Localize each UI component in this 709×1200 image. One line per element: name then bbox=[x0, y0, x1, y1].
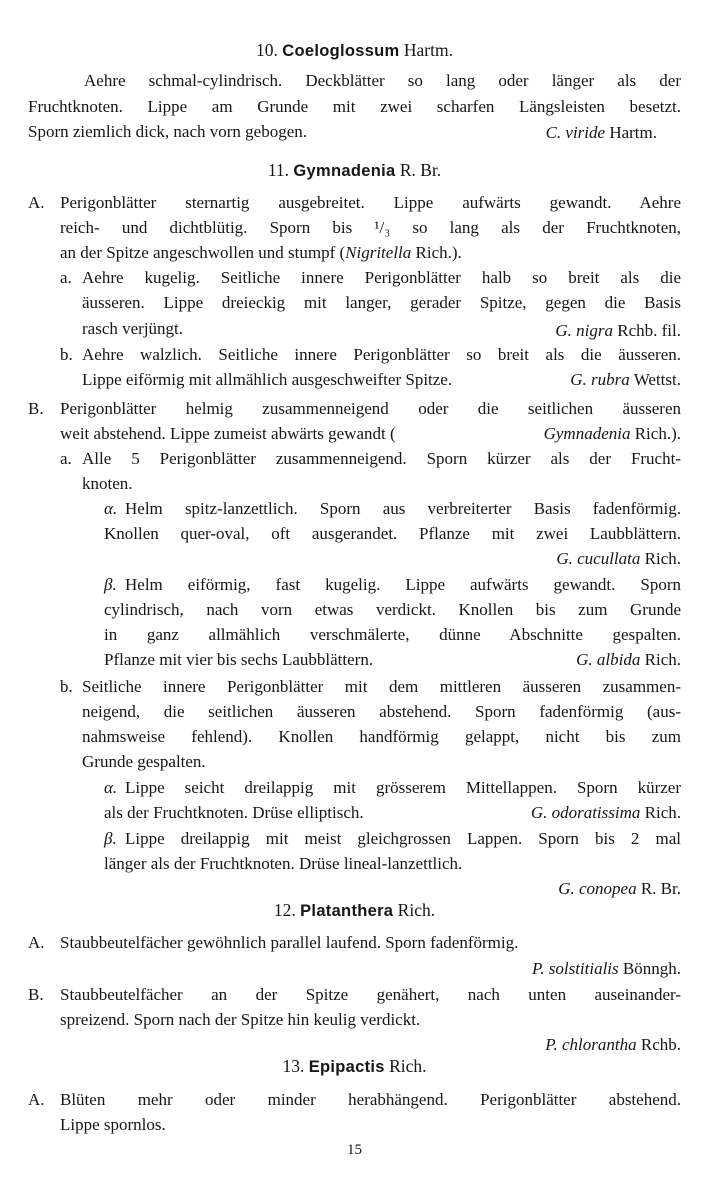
species-entry bbox=[532, 956, 681, 981]
text-line bbox=[60, 240, 462, 265]
section-heading-epipactis bbox=[0, 1054, 709, 1080]
text-line: Knollen quer-oval, oft ausgerandet. Pflanze mit zwei Laubblättern. bbox=[104, 524, 681, 543]
text-line: cylindrisch, nach vorn etwas verdickt. Knollen bis zum Grunde bbox=[104, 600, 681, 619]
species-name: P. solstitialis bbox=[532, 959, 619, 978]
key-label: a. bbox=[60, 449, 72, 468]
species-entry bbox=[570, 367, 681, 392]
species-name: G. nigra bbox=[555, 321, 613, 340]
text-line: Lippe spornlos. bbox=[60, 1115, 166, 1134]
text-line: länger als der Fruchtknoten. Drüse lineal-lanzettlich. bbox=[104, 854, 463, 873]
text-line: in ganz allmählich verschmälerte, dünne Abschnitte gespalten. bbox=[104, 625, 681, 644]
text-line: Helm spitz-lanzettlich. Sporn aus verbreiterter Basis fadenförmig. bbox=[125, 499, 681, 518]
species-author: Bönngh. bbox=[622, 959, 681, 978]
text-line: Perigonblätter sternartig ausgebreitet. Lippe aufwärts gewandt. Aehre bbox=[60, 193, 681, 212]
species-name: G. odoratissima bbox=[530, 803, 641, 822]
species-name: G. albida bbox=[576, 650, 641, 669]
taxon-name: Gymnadenia bbox=[543, 424, 631, 443]
section-heading-platanthera bbox=[0, 898, 709, 924]
text-line: reich- und dichtblütig. Sporn bis ¹/₃ so lang als der Fruchtknoten, bbox=[60, 218, 681, 237]
page-number: 15 bbox=[347, 1142, 362, 1158]
key-label: B. bbox=[28, 399, 44, 418]
section-number: 11. bbox=[267, 160, 290, 180]
text-line: Lippe seicht dreilappig mit grösserem Mittellappen. Sporn kürzer bbox=[125, 778, 681, 797]
text-line-with-species bbox=[104, 800, 681, 825]
text-line bbox=[60, 421, 681, 446]
text-line: Seitliche innere Perigonblätter mit dem mittleren äusseren zusammen- bbox=[82, 677, 681, 696]
species-entry bbox=[576, 647, 681, 672]
text-line: Aehre walzlich. Seitliche innere Perigonblätter so breit als die äusseren. bbox=[82, 345, 681, 364]
text-line: als der Fruchtknoten. Drüse elliptisch. bbox=[104, 803, 364, 822]
genus-author: Rich. bbox=[397, 900, 436, 920]
species-author: Rich. bbox=[644, 650, 681, 669]
genus-author: Rich. bbox=[389, 1056, 427, 1076]
key-label: β. bbox=[104, 829, 117, 848]
genus-name: Gymnadenia bbox=[293, 162, 396, 180]
section-number: 13. bbox=[282, 1056, 305, 1076]
species-author: Wettst. bbox=[633, 370, 681, 389]
text-line: Aehre kugelig. Seitliche innere Perigonblätter halb so breit als die bbox=[82, 268, 681, 287]
text-line: Staubbeutelfächer gewöhnlich parallel laufend. Sporn fadenförmig. bbox=[60, 933, 519, 952]
key-label: a. bbox=[60, 268, 72, 287]
text-line: Staubbeutelfächer an der Spitze genähert, nach unten auseinander- bbox=[60, 985, 681, 1004]
text-line: äusseren. Lippe dreieckig mit langer, gerader Spitze, gegen die Basis bbox=[82, 293, 681, 312]
key-label: b. bbox=[60, 677, 73, 696]
text-line: neigend, die seitlichen äusseren abstehend. Sporn fadenförmig (aus- bbox=[82, 702, 681, 721]
key-label: α. bbox=[104, 499, 118, 518]
text-segment: weit abstehend. Lippe zumeist abwärts gewandt ( bbox=[60, 424, 396, 443]
text-segment: Rich.). bbox=[411, 243, 462, 262]
text-segment: an der Spitze angeschwollen und stumpf ( bbox=[60, 243, 346, 262]
text-line: spreizend. Sporn nach der Spitze hin keulig verdickt. bbox=[60, 1010, 421, 1029]
text-line: Pflanze mit vier bis sechs Laubblättern. bbox=[104, 650, 374, 669]
section-heading-gymnadenia bbox=[0, 158, 709, 184]
species-entry bbox=[546, 120, 657, 145]
text-line: Lippe eiförmig mit allmählich ausgeschweifter Spitze. bbox=[82, 370, 453, 389]
section-number: 10. bbox=[256, 40, 278, 60]
species-author: Rchb. bbox=[640, 1035, 681, 1054]
genus-name: Platanthera bbox=[300, 902, 394, 920]
text-line: Alle 5 Perigonblätter zusammenneigend. Sporn kürzer als der Frucht- bbox=[82, 449, 681, 468]
species-author: R. Br. bbox=[640, 879, 681, 898]
text-line: Grunde gespalten. bbox=[82, 752, 206, 771]
text-line-with-species bbox=[82, 367, 681, 392]
text-line: nahmsweise fehlend). Knollen handförmig gelappt, nicht bis zum bbox=[82, 727, 681, 746]
species-author: Rchb. fil. bbox=[617, 321, 681, 340]
genus-name: Coeloglossum bbox=[282, 42, 400, 60]
text-line: Blüten mehr oder minder herabhängend. Perigonblätter abstehend. bbox=[60, 1090, 681, 1109]
key-label: B. bbox=[28, 985, 44, 1004]
key-label: A. bbox=[28, 933, 45, 952]
text-segment: Rich.). bbox=[630, 424, 681, 443]
species-name: C. viride bbox=[545, 123, 606, 142]
section-heading-coeloglossum bbox=[0, 38, 709, 64]
species-author: Rich. bbox=[644, 549, 681, 568]
species-entry bbox=[555, 318, 681, 343]
key-label: A. bbox=[28, 193, 45, 212]
key-label: A. bbox=[28, 1090, 45, 1109]
species-entry bbox=[556, 546, 681, 571]
text-line: rasch verjüngt. bbox=[82, 319, 184, 338]
text-line: Sporn ziemlich dick, nach vorn gebogen. bbox=[28, 122, 308, 141]
species-name: G. conopea bbox=[558, 879, 637, 898]
genus-name: Epipactis bbox=[308, 1058, 385, 1076]
text-line: Aehre schmal-cylindrisch. Deckblätter so lang oder länger als der bbox=[84, 71, 681, 90]
text-line: knoten. bbox=[82, 474, 133, 493]
section-number: 12. bbox=[273, 900, 296, 920]
genus-author: R. Br. bbox=[399, 160, 442, 180]
species-author: Rich. bbox=[644, 803, 681, 822]
genus-author: Hartm. bbox=[403, 40, 453, 60]
species-name: G. rubra bbox=[570, 370, 630, 389]
species-author: Hartm. bbox=[609, 123, 657, 142]
text-line-with-species bbox=[104, 647, 681, 672]
text-line: Helm eiförmig, fast kugelig. Lippe aufwärts gewandt. Sporn bbox=[125, 575, 681, 594]
species-entry bbox=[531, 800, 681, 825]
species-name: P. chlorantha bbox=[545, 1035, 637, 1054]
text-line: Fruchtknoten. Lippe am Grunde mit zwei scharfen Längsleisten besetzt. bbox=[28, 97, 681, 116]
text-line: Lippe dreilappig mit meist gleichgrossen Lappen. Sporn bis 2 mal bbox=[125, 829, 681, 848]
text-line: Perigonblätter helmig zusammenneigend oder die seitlichen äusseren bbox=[60, 399, 681, 418]
key-label: β. bbox=[104, 575, 117, 594]
key-label: α. bbox=[104, 778, 118, 797]
key-label: b. bbox=[60, 345, 73, 364]
species-name: G. cucullata bbox=[556, 549, 641, 568]
taxon-name: Nigritella bbox=[345, 243, 412, 262]
